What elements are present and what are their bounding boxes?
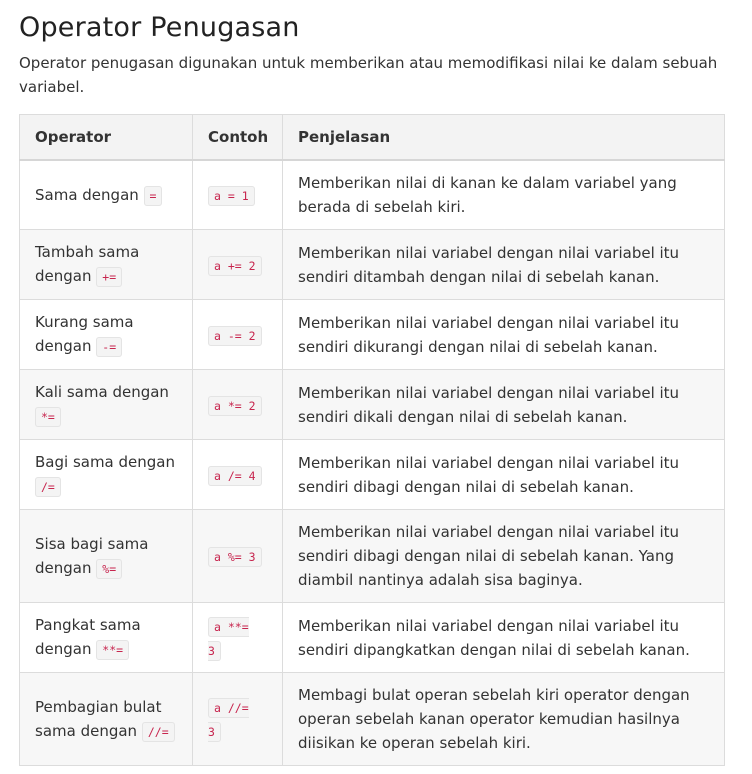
description-cell: Memberikan nilai variabel dengan nilai variabel itu sendiri ditambah dengan nilai di sebelah kanan.: [283, 230, 725, 300]
example-code: a /= 4: [208, 466, 262, 486]
operator-cell: [20, 440, 193, 510]
example-cell: [193, 440, 283, 510]
operator-name: Sama dengan: [35, 185, 139, 204]
table-row: [20, 300, 725, 370]
page-title: Operator Penugasan: [19, 12, 300, 43]
operator-name: Kurang sama dengan: [35, 313, 134, 355]
operator-name: Bagi sama dengan: [35, 453, 175, 471]
example-cell: [193, 603, 283, 673]
operator-code: +=: [96, 267, 122, 287]
example-code: a **= 3: [208, 617, 249, 661]
example-cell: [193, 673, 283, 766]
example-code: a = 1: [208, 186, 255, 206]
operator-name: Tambah sama dengan: [35, 243, 140, 285]
header-contoh: Contoh: [193, 115, 283, 161]
operator-code: **=: [96, 640, 129, 660]
example-cell: [193, 230, 283, 300]
operator-table: [19, 114, 725, 766]
operator-code: %=: [96, 559, 122, 579]
example-code: a *= 2: [208, 396, 262, 416]
description-cell: Memberikan nilai variabel dengan nilai variabel itu sendiri dibagi dengan nilai di sebelah kanan.: [283, 440, 725, 510]
operator-code: =: [144, 186, 163, 206]
example-code: a += 2: [208, 256, 262, 276]
description-cell: Memberikan nilai variabel dengan nilai variabel itu sendiri dikali dengan nilai di sebelah kanan.: [283, 370, 725, 440]
example-code: a -= 2: [208, 326, 262, 346]
example-code: a //= 3: [208, 698, 249, 742]
table-row: [20, 440, 725, 510]
example-code: a %= 3: [208, 547, 262, 567]
example-cell: [193, 160, 283, 230]
table-row: [20, 603, 725, 673]
table-row: [20, 510, 725, 603]
description-cell: Membagi bulat operan sebelah kiri operator dengan operan sebelah kanan operator kemudian hasilnya diisikan ke operan sebelah kiri.: [283, 673, 725, 766]
table-row: [20, 160, 725, 230]
header-penjelasan: Penjelasan: [283, 115, 725, 161]
operator-cell: [20, 603, 193, 673]
operator-cell: [20, 160, 193, 230]
header-operator: Operator: [20, 115, 193, 161]
description-cell: Memberikan nilai di kanan ke dalam variabel yang berada di sebelah kiri.: [283, 160, 725, 230]
operator-cell: [20, 510, 193, 603]
description-cell: Memberikan nilai variabel dengan nilai variabel itu sendiri dibagi dengan nilai di sebelah kanan. Yang diambil nantinya adalah sisa baginya.: [283, 510, 725, 603]
example-cell: [193, 300, 283, 370]
table-header-row: [20, 115, 725, 161]
example-cell: [193, 510, 283, 603]
operator-name: Sisa bagi sama dengan: [35, 534, 149, 577]
operator-cell: [20, 370, 193, 440]
operator-cell: [20, 300, 193, 370]
description-cell: Memberikan nilai variabel dengan nilai variabel itu sendiri dipangkatkan dengan nilai di sebelah kanan.: [283, 603, 725, 673]
operator-name: Pangkat sama dengan: [35, 616, 141, 658]
example-cell: [193, 370, 283, 440]
table-row: [20, 230, 725, 300]
operator-code: //=: [142, 722, 175, 742]
description-cell: Memberikan nilai variabel dengan nilai variabel itu sendiri dikurangi dengan nilai di sebelah kanan.: [283, 300, 725, 370]
operator-cell: [20, 673, 193, 766]
table-row: [20, 370, 725, 440]
operator-cell: [20, 230, 193, 300]
operator-code: *=: [35, 407, 61, 427]
operator-name: Pembagian bulat sama dengan: [35, 697, 162, 740]
operator-name: Kali sama dengan: [35, 383, 169, 401]
table-row: [20, 673, 725, 766]
operator-code: /=: [35, 477, 61, 497]
operator-code: -=: [96, 337, 122, 357]
intro-paragraph: Operator penugasan digunakan untuk memberikan atau memodifikasi nilai ke dalam sebuah variabel.: [19, 54, 718, 96]
